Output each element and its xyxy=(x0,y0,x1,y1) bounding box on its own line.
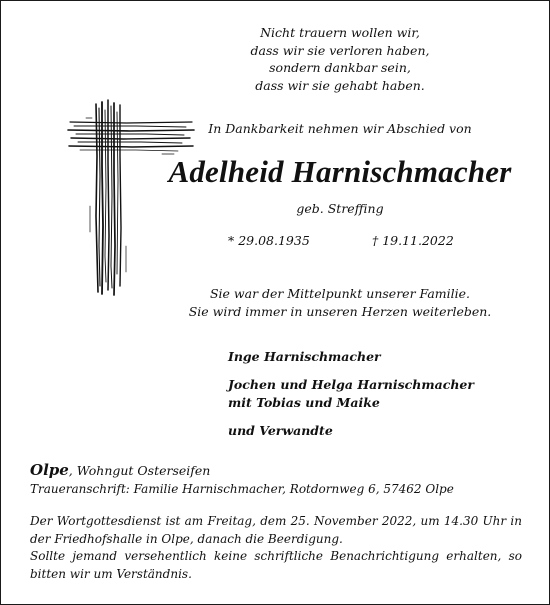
place-detail: , Wohngut Osterseifen xyxy=(68,463,211,478)
maiden-name: geb. Streffing xyxy=(296,201,384,216)
cross-icon xyxy=(66,96,196,296)
poem xyxy=(210,24,470,94)
intro-text: In Dankbarkeit nehmen wir Abschied von xyxy=(208,121,472,136)
deceased-name: Adelheid Harnischmacher xyxy=(168,154,512,189)
death-date: † 19.11.2022 xyxy=(372,233,454,248)
notice-paragraph: Sollte jemand versehentlich keine schriftliche Benachrichtigung erhalten, so bitten wir um Verständnis. xyxy=(30,549,522,581)
tribute-line: Sie wird immer in unseren Herzen weiterleben. xyxy=(188,303,492,319)
place-city: Olpe xyxy=(30,461,69,479)
service-paragraph: Der Wortgottesdienst ist am Freitag, dem 25. November 2022, um 14.30 Uhr in der Friedhofshalle in Olpe, danach die Beerdigung. xyxy=(30,514,522,546)
mourner-name: und Verwandte xyxy=(228,423,333,438)
service-info xyxy=(30,513,522,583)
poem-line: dass wir sie gehabt haben. xyxy=(255,77,425,93)
mourner-name: mit Tobias und Maike xyxy=(228,395,380,410)
place-line xyxy=(30,460,210,479)
tribute xyxy=(180,285,500,320)
mourner-name: Jochen und Helga Harnischmacher xyxy=(228,377,474,392)
mourning-address: Traueranschrift: Familie Harnischmacher, Rotdornweg 6, 57462 Olpe xyxy=(30,482,454,496)
mourner-name: Inge Harnischmacher xyxy=(228,349,381,364)
tribute-line: Sie war der Mittelpunkt unserer Familie. xyxy=(209,286,471,301)
birth-date: * 29.08.1935 xyxy=(228,233,310,248)
poem-line: Nicht trauern wollen wir, xyxy=(260,25,420,40)
poem-line: sondern dankbar sein, xyxy=(269,60,411,75)
poem-line: dass wir sie verloren haben, xyxy=(250,42,430,58)
